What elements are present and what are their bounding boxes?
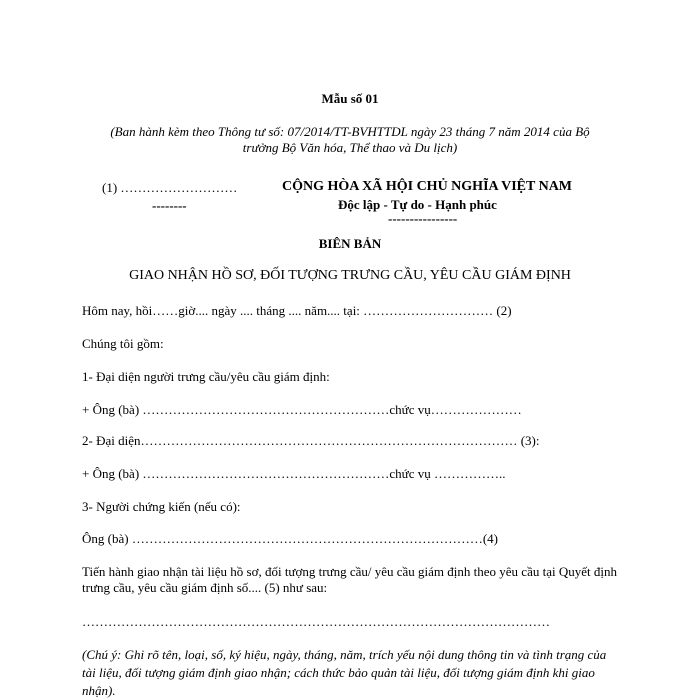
handover-details-line: ……………………………………………………………………………………………… — [82, 614, 550, 629]
agency-dashes: -------- — [152, 198, 187, 213]
agency-reference: (1) ……………………… — [102, 180, 238, 195]
document-title: BIÊN BẢN — [318, 236, 382, 251]
country-name: CỘNG HÒA XÃ HỘI CHỦ NGHĨA VIỆT NAM — [282, 179, 573, 194]
requester-representative-person: + Ông (bà) …………………………………………………chức vụ………………… — [82, 402, 522, 417]
national-motto: Độc lập - Tự do - Hạnh phúc — [338, 197, 497, 212]
handover-paragraph: Tiến hành giao nhận tài liệu hồ sơ, đối tượng trưng cầu/ yêu cầu giám định theo yêu cầu tại Quyết định trưng cầu, yêu cầu giám định số.... (5) như sau: — [82, 564, 617, 595]
requester-representative-heading: 1- Đại diện người trưng cầu/yêu cầu giám định: — [82, 369, 330, 384]
note-paragraph: (Chú ý: Ghi rõ tên, loại, số, ký hiệu, ngày, tháng, năm, trích yếu nội dung thông tin và tình trạng của tài liệu, đối tượng giám định giao nhận; cách thức bảo quản tài liệu, đối tượng giám định khi giao nhận). — [82, 647, 607, 698]
issued-by-line2: trưởng Bộ Văn hóa, Thể thao và Du lịch) — [242, 140, 458, 155]
issued-by-line1: (Ban hành kèm theo Thông tư số: 07/2014/TT-BVHTTDL ngày 23 tháng 7 năm 2014 của Bộ — [110, 124, 590, 139]
meeting-time-place: Hôm nay, hồi……giờ.... ngày .... tháng .... năm.... tại: ………………………… (2) — [82, 303, 512, 318]
second-representative-person: + Ông (bà) …………………………………………………chức vụ …………….. — [82, 466, 506, 481]
motto-dashes: ---------------- — [388, 211, 458, 226]
second-representative-heading: 2- Đại diện…………………………………………………………………………… (3): — [82, 433, 540, 448]
document-subtitle: GIAO NHẬN HỒ SƠ, ĐỐI TƯỢNG TRƯNG CẦU, YÊU CẦU GIÁM ĐỊNH — [129, 268, 571, 283]
form-number: Mẫu số 01 — [321, 91, 379, 106]
witness-heading: 3- Người chứng kiến (nếu có): — [82, 499, 241, 514]
witness-person: Ông (bà) ………………………………………………………………………(4) — [82, 531, 498, 546]
participants-heading: Chúng tôi gồm: — [82, 336, 164, 351]
